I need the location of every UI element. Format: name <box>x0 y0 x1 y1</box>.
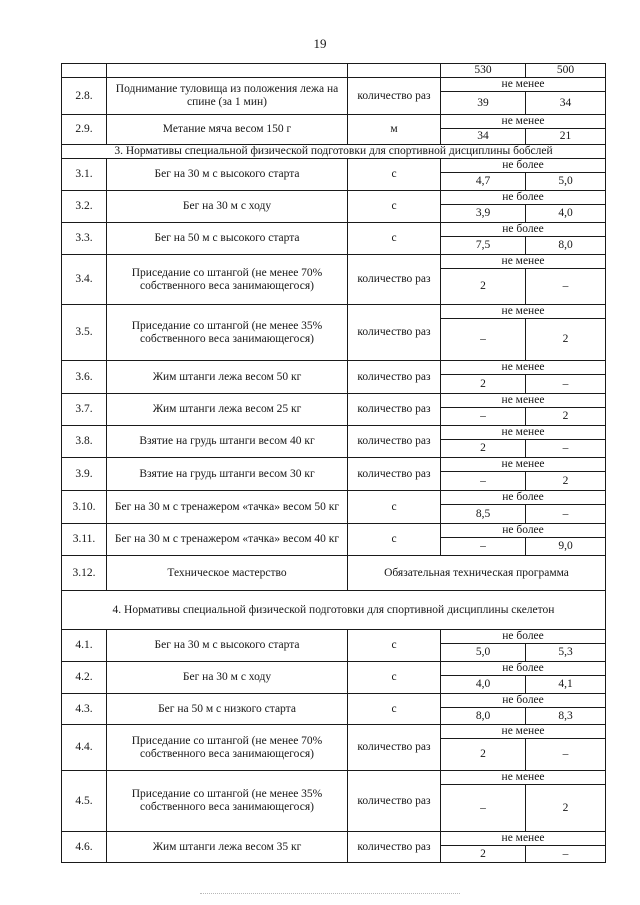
female-value: 8,3 <box>526 708 606 725</box>
unit-cell: количество раз <box>348 394 441 426</box>
female-value: 4,0 <box>526 205 606 223</box>
row-code: 4.6. <box>62 832 107 863</box>
unit-cell: с <box>348 524 441 556</box>
unit-cell: с <box>348 491 441 524</box>
exercise-name: Метание мяча весом 150 г <box>107 115 348 145</box>
table-row <box>62 191 606 205</box>
exercise-name: Взятие на грудь штанги весом 40 кг <box>107 426 348 458</box>
norm-label: не менее <box>441 115 606 129</box>
female-value: – <box>526 846 606 863</box>
exercise-name: Жим штанги лежа весом 50 кг <box>107 361 348 394</box>
female-value: 5,0 <box>526 173 606 191</box>
female-value: 500 <box>526 64 606 78</box>
male-value: 4,0 <box>441 676 526 694</box>
norm-label: не более <box>441 159 606 173</box>
male-value: 8,0 <box>441 708 526 725</box>
unit-cell: количество раз <box>348 426 441 458</box>
exercise-name: Поднимание туловища из положения лежа на спине (за 1 мин) <box>107 78 348 115</box>
row-code: 2.9. <box>62 115 107 145</box>
table-row <box>62 305 606 319</box>
row-code: 3.9. <box>62 458 107 491</box>
exercise-name: Жим штанги лежа весом 35 кг <box>107 832 348 863</box>
table-row <box>62 832 606 846</box>
male-value: 8,5 <box>441 505 526 524</box>
table-row <box>62 361 606 375</box>
norm-label: не более <box>441 223 606 237</box>
table-row <box>62 159 606 173</box>
row-code: 4.1. <box>62 630 107 662</box>
norm-label: не более <box>441 630 606 644</box>
exercise-name: Бег на 30 м с тренажером «тачка» весом 40 кг <box>107 524 348 556</box>
unit-cell: количество раз <box>348 305 441 361</box>
unit-cell: количество раз <box>348 771 441 832</box>
scan-edge-mark <box>200 893 460 894</box>
male-value: 530 <box>441 64 526 78</box>
male-value: 7,5 <box>441 237 526 255</box>
section-header: 3. Нормативы специальной физической подготовки для спортивной дисциплины бобслей <box>62 145 606 159</box>
unit-cell: количество раз <box>348 725 441 771</box>
table-row <box>62 78 606 92</box>
male-value: 2 <box>441 846 526 863</box>
female-value: – <box>526 375 606 394</box>
male-value: 2 <box>441 269 526 305</box>
exercise-name: Бег на 30 м с высокого старта <box>107 159 348 191</box>
unit-cell <box>348 64 441 78</box>
male-value: 4,7 <box>441 173 526 191</box>
female-value: 21 <box>526 129 606 145</box>
male-value: – <box>441 408 526 426</box>
male-value: – <box>441 319 526 361</box>
male-value: 34 <box>441 129 526 145</box>
male-value: 2 <box>441 440 526 458</box>
merged-norm-cell: Обязательная техническая программа <box>348 556 606 591</box>
norm-label: не менее <box>441 361 606 375</box>
norm-label: не менее <box>441 394 606 408</box>
page-number: 19 <box>313 36 327 51</box>
unit-cell: м <box>348 115 441 145</box>
female-value: – <box>526 269 606 305</box>
top-values-row <box>62 64 606 78</box>
female-value: – <box>526 739 606 771</box>
unit-cell: количество раз <box>348 255 441 305</box>
male-value: 2 <box>441 739 526 771</box>
table-row <box>62 223 606 237</box>
exercise-name: Техническое мастерство <box>107 556 348 591</box>
section-row <box>62 145 606 159</box>
norm-label: не более <box>441 662 606 676</box>
row-code: 3.3. <box>62 223 107 255</box>
male-value: 3,9 <box>441 205 526 223</box>
unit-cell: количество раз <box>348 832 441 863</box>
norm-label: не менее <box>441 725 606 739</box>
exercise-name: Бег на 30 м с ходу <box>107 191 348 223</box>
table-row <box>62 771 606 785</box>
female-value: 4,1 <box>526 676 606 694</box>
table-row <box>62 115 606 129</box>
code-cell <box>62 64 107 78</box>
unit-cell: с <box>348 191 441 223</box>
exercise-name: Бег на 30 м с высокого старта <box>107 630 348 662</box>
male-value: 2 <box>441 375 526 394</box>
unit-cell: с <box>348 223 441 255</box>
row-code: 4.3. <box>62 694 107 725</box>
section-header: 4. Нормативы специальной физической подготовки для спортивной дисциплины скелетон <box>62 591 606 630</box>
table-row <box>62 394 606 408</box>
norm-label: не менее <box>441 426 606 440</box>
male-value: – <box>441 785 526 832</box>
norm-label: не менее <box>441 771 606 785</box>
male-value: – <box>441 472 526 491</box>
exercise-name: Бег на 30 м с ходу <box>107 662 348 694</box>
exercise-name: Приседание со штангой (не менее 70% собственного веса занимающегося) <box>107 725 348 771</box>
norms-table <box>61 63 606 863</box>
unit-cell: с <box>348 159 441 191</box>
norm-label: не менее <box>441 255 606 269</box>
table-row <box>62 556 606 591</box>
norms-table-body <box>62 64 606 863</box>
female-value: 2 <box>526 472 606 491</box>
row-code: 3.1. <box>62 159 107 191</box>
table-row <box>62 694 606 708</box>
male-value: 39 <box>441 92 526 115</box>
norm-label: не менее <box>441 458 606 472</box>
row-code: 3.7. <box>62 394 107 426</box>
exercise-name: Бег на 30 м с тренажером «тачка» весом 50 кг <box>107 491 348 524</box>
table-row <box>62 630 606 644</box>
table-row <box>62 725 606 739</box>
name-cell <box>107 64 348 78</box>
row-code: 3.8. <box>62 426 107 458</box>
row-code: 3.4. <box>62 255 107 305</box>
exercise-name: Приседание со штангой (не менее 35% собственного веса занимающегося) <box>107 305 348 361</box>
female-value: – <box>526 440 606 458</box>
norm-label: не более <box>441 491 606 505</box>
exercise-name: Взятие на грудь штанги весом 30 кг <box>107 458 348 491</box>
exercise-name: Бег на 50 м с высокого старта <box>107 223 348 255</box>
unit-cell: с <box>348 662 441 694</box>
table-row <box>62 255 606 269</box>
table-row <box>62 662 606 676</box>
unit-cell: с <box>348 630 441 662</box>
female-value: 9,0 <box>526 538 606 556</box>
norm-label: не более <box>441 694 606 708</box>
exercise-name: Приседание со штангой (не менее 70% собственного веса занимающегося) <box>107 255 348 305</box>
table-row <box>62 426 606 440</box>
row-code: 4.2. <box>62 662 107 694</box>
unit-cell: с <box>348 694 441 725</box>
unit-cell: количество раз <box>348 78 441 115</box>
norm-label: не менее <box>441 832 606 846</box>
section-row <box>62 591 606 630</box>
row-code: 3.6. <box>62 361 107 394</box>
norm-label: не менее <box>441 305 606 319</box>
row-code: 3.10. <box>62 491 107 524</box>
norm-label: не менее <box>441 78 606 92</box>
female-value: 2 <box>526 319 606 361</box>
unit-cell: количество раз <box>348 361 441 394</box>
row-code: 2.8. <box>62 78 107 115</box>
row-code: 3.12. <box>62 556 107 591</box>
unit-cell: количество раз <box>348 458 441 491</box>
table-row <box>62 524 606 538</box>
exercise-name: Бег на 50 м с низкого старта <box>107 694 348 725</box>
male-value: 5,0 <box>441 644 526 662</box>
exercise-name: Жим штанги лежа весом 25 кг <box>107 394 348 426</box>
male-value: – <box>441 538 526 556</box>
norm-label: не более <box>441 524 606 538</box>
row-code: 3.11. <box>62 524 107 556</box>
female-value: 2 <box>526 785 606 832</box>
row-code: 4.5. <box>62 771 107 832</box>
table-row <box>62 491 606 505</box>
row-code: 3.2. <box>62 191 107 223</box>
norm-label: не более <box>441 191 606 205</box>
female-value: – <box>526 505 606 524</box>
female-value: 2 <box>526 408 606 426</box>
row-code: 4.4. <box>62 725 107 771</box>
row-code: 3.5. <box>62 305 107 361</box>
exercise-name: Приседание со штангой (не менее 35% собственного веса занимающегося) <box>107 771 348 832</box>
female-value: 5,3 <box>526 644 606 662</box>
table-row <box>62 458 606 472</box>
female-value: 8,0 <box>526 237 606 255</box>
female-value: 34 <box>526 92 606 115</box>
